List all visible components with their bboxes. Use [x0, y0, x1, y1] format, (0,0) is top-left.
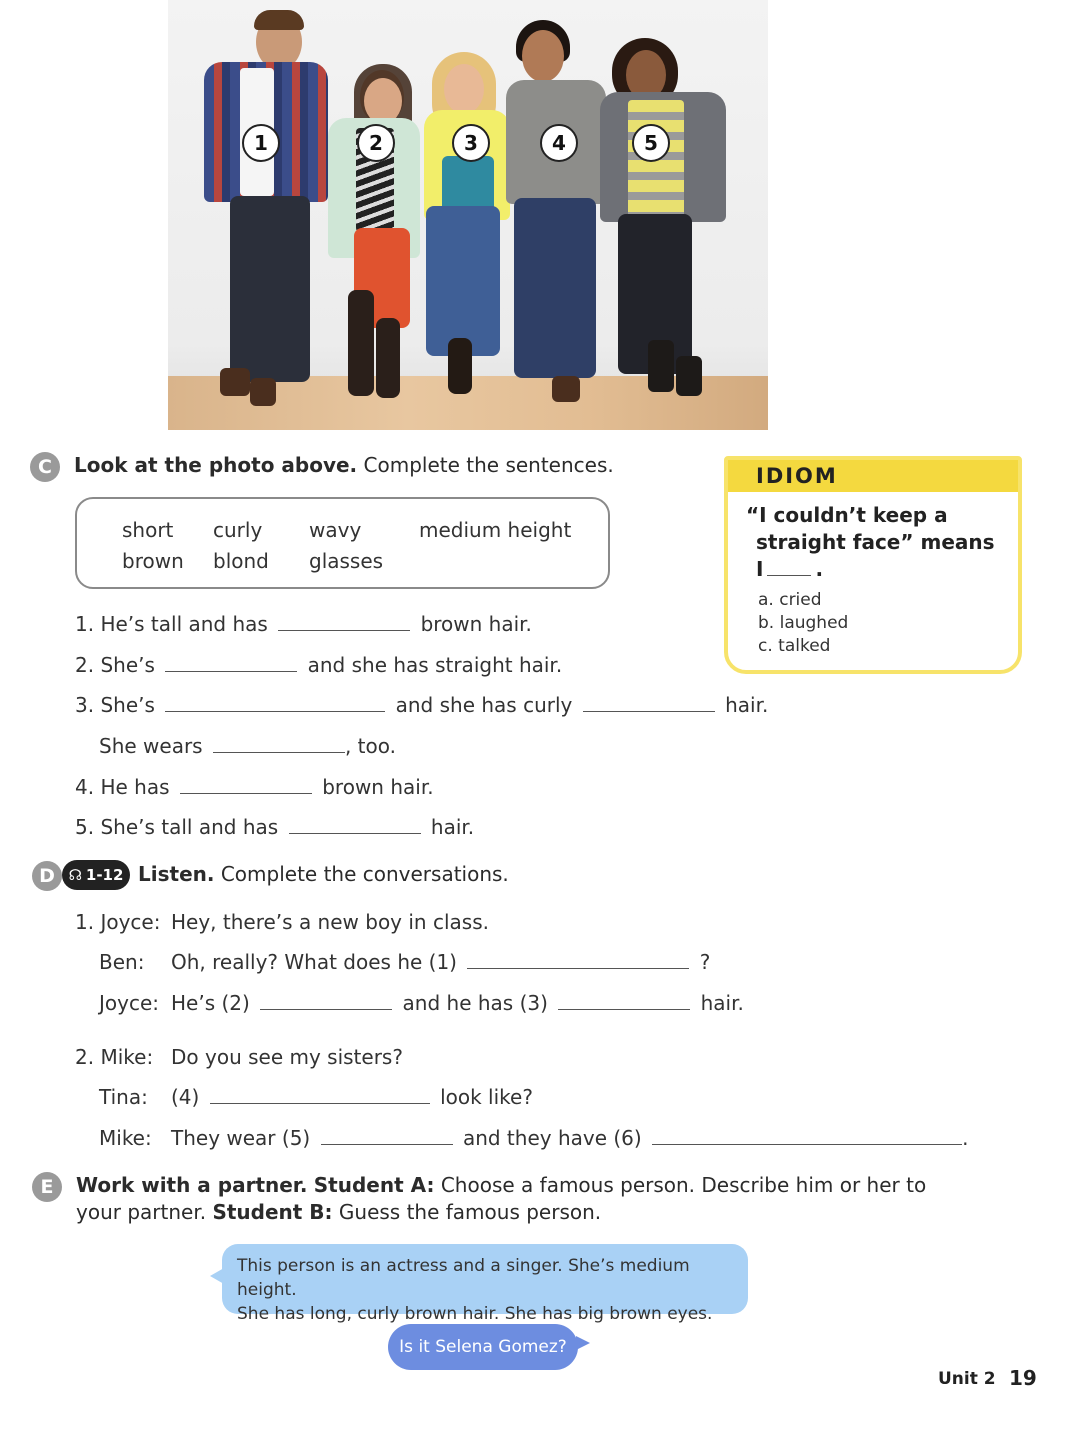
- conv-text: hair.: [700, 991, 744, 1015]
- section-e-bold: Work with a partner.: [76, 1173, 308, 1197]
- sentence-text: She’s: [100, 693, 155, 717]
- word-bank-item: blond: [213, 549, 269, 573]
- word-bank-item: glasses: [309, 549, 384, 573]
- conv2-line-3: [171, 1126, 968, 1150]
- photo-badge-1: 1: [242, 124, 280, 162]
- conv2-line-1-text: Do you see my sisters?: [171, 1045, 403, 1069]
- idiom-box: [724, 456, 1022, 674]
- word-bank: [75, 497, 610, 589]
- sentence-text: He’s tall and has: [100, 612, 268, 636]
- section-d-title-bold: Listen.: [138, 862, 215, 886]
- conv1-line-1: [75, 910, 160, 934]
- sentence-3: [75, 693, 768, 717]
- conv1-speaker-3: Joyce:: [99, 991, 160, 1015]
- bubble-a-line: This person is an actress and a singer. She’s medium height.: [237, 1256, 690, 1300]
- answer-blank[interactable]: [165, 694, 385, 712]
- conv-text: .: [962, 1126, 969, 1150]
- sentence-text: , too.: [344, 734, 396, 758]
- answer-blank[interactable]: [289, 816, 421, 834]
- conv-text: They wear (5): [171, 1126, 311, 1150]
- section-e-text: your partner.: [76, 1200, 207, 1224]
- section-e-text: Choose a famous person. Describe him or her to: [440, 1173, 927, 1197]
- conv-speaker: Joyce:: [100, 910, 161, 934]
- idiom-question: [746, 502, 1016, 583]
- photo-badge-4: 4: [540, 124, 578, 162]
- idiom-quote-line: straight face” means: [756, 530, 995, 554]
- idiom-quote-i: I: [756, 557, 764, 581]
- conv-text: Oh, really? What does he (1): [171, 950, 457, 974]
- idiom-blank[interactable]: [767, 562, 811, 576]
- speech-bubble-a: [222, 1244, 748, 1324]
- idiom-label: IDIOM: [728, 460, 1018, 492]
- audio-track-button[interactable]: [62, 860, 130, 890]
- sentence-text: She’s tall and has: [100, 815, 279, 839]
- conv2-speaker-2: Tina:: [99, 1085, 148, 1109]
- answer-blank[interactable]: [213, 735, 345, 753]
- word-bank-item: wavy: [309, 518, 362, 542]
- answer-blank[interactable]: [210, 1086, 430, 1104]
- conv-text: and he has (3): [402, 991, 548, 1015]
- section-e-bold: Student B:: [212, 1200, 333, 1224]
- conv2-speaker-3: Mike:: [99, 1126, 152, 1150]
- answer-blank[interactable]: [260, 992, 392, 1010]
- conv-number: 2.: [75, 1045, 95, 1069]
- section-c-letter: C: [30, 452, 60, 482]
- footer-page-number: 19: [1009, 1366, 1037, 1390]
- section-c-title-rest: Complete the sentences.: [363, 453, 614, 477]
- sentence-text: She wears: [99, 734, 203, 758]
- sentence-number: 3.: [75, 693, 95, 717]
- idiom-quote-line: I .: [756, 557, 824, 581]
- idiom-option-c[interactable]: c. talked: [758, 636, 831, 656]
- footer-unit: Unit 2: [938, 1369, 996, 1389]
- idiom-option-b[interactable]: b. laughed: [758, 613, 849, 633]
- conv1-line-3: [171, 991, 744, 1015]
- answer-blank[interactable]: [321, 1127, 453, 1145]
- answer-blank[interactable]: [583, 694, 715, 712]
- sentence-number: 2.: [75, 653, 95, 677]
- section-d-letter: D: [32, 861, 62, 891]
- bubble-a-line: She has long, curly brown hair. She has big brown eyes.: [237, 1304, 713, 1324]
- sentence-text: brown hair.: [420, 612, 532, 636]
- answer-blank[interactable]: [558, 992, 690, 1010]
- word-bank-item: brown: [122, 549, 184, 573]
- conv1-speaker-2: Ben:: [99, 950, 145, 974]
- sentence-number: 5.: [75, 815, 95, 839]
- photo-badge-3: 3: [452, 124, 490, 162]
- conv-text: (4): [171, 1085, 200, 1109]
- answer-blank[interactable]: [652, 1127, 962, 1145]
- conv2-line-1: [75, 1045, 153, 1069]
- sentence-text: and she has curly: [395, 693, 573, 717]
- idiom-quote-line: “I couldn’t keep a: [746, 503, 948, 527]
- section-e-text: Guess the famous person.: [338, 1200, 602, 1224]
- answer-blank[interactable]: [278, 613, 410, 631]
- sentence-text: brown hair.: [322, 775, 434, 799]
- word-bank-item: medium height: [419, 518, 572, 542]
- students-photo: [168, 0, 768, 430]
- sentence-text: She’s: [100, 653, 155, 677]
- speech-bubble-b: Is it Selena Gomez?: [388, 1324, 578, 1370]
- photo-badge-2: 2: [357, 124, 395, 162]
- word-bank-item: short: [122, 518, 174, 542]
- answer-blank[interactable]: [180, 776, 312, 794]
- sentence-text: hair.: [430, 815, 475, 839]
- section-c-heading: [74, 453, 614, 477]
- word-bank-item: curly: [213, 518, 263, 542]
- sentence-4: [75, 775, 434, 799]
- section-e-letter: E: [32, 1172, 62, 1202]
- audio-track-label: 1-12: [85, 866, 124, 884]
- sentence-1: [75, 612, 532, 636]
- answer-blank[interactable]: [165, 654, 297, 672]
- sentence-text: and she has straight hair.: [307, 653, 563, 677]
- answer-blank[interactable]: [467, 951, 689, 969]
- section-d-heading: [138, 862, 509, 886]
- idiom-option-a[interactable]: a. cried: [758, 590, 822, 610]
- conv-text: ?: [699, 950, 711, 974]
- conv-speaker: Mike:: [100, 1045, 154, 1069]
- section-e-line-1: [76, 1173, 926, 1197]
- headphones-icon: ☊: [68, 866, 82, 884]
- sentence-3b: [99, 734, 396, 758]
- section-c-title-bold: Look at the photo above.: [74, 453, 358, 477]
- section-e-line-2: [76, 1200, 601, 1224]
- photo-badge-5: 5: [632, 124, 670, 162]
- sentence-number: 4.: [75, 775, 95, 799]
- sentence-text: hair.: [725, 693, 769, 717]
- sentence-5: [75, 815, 474, 839]
- sentence-2: [75, 653, 562, 677]
- section-d-title-rest: Complete the conversations.: [220, 862, 509, 886]
- sentence-text: He has: [100, 775, 170, 799]
- conv1-line-1-text: Hey, there’s a new boy in class.: [171, 910, 489, 934]
- section-e-bold: Student A:: [313, 1173, 435, 1197]
- sentence-number: 1.: [75, 612, 95, 636]
- conv1-line-2: [171, 950, 710, 974]
- conv-text: He’s (2): [171, 991, 250, 1015]
- conv-text: look like?: [440, 1085, 533, 1109]
- conv-text: and they have (6): [462, 1126, 642, 1150]
- conv-number: 1.: [75, 910, 95, 934]
- conv2-line-2: [171, 1085, 533, 1109]
